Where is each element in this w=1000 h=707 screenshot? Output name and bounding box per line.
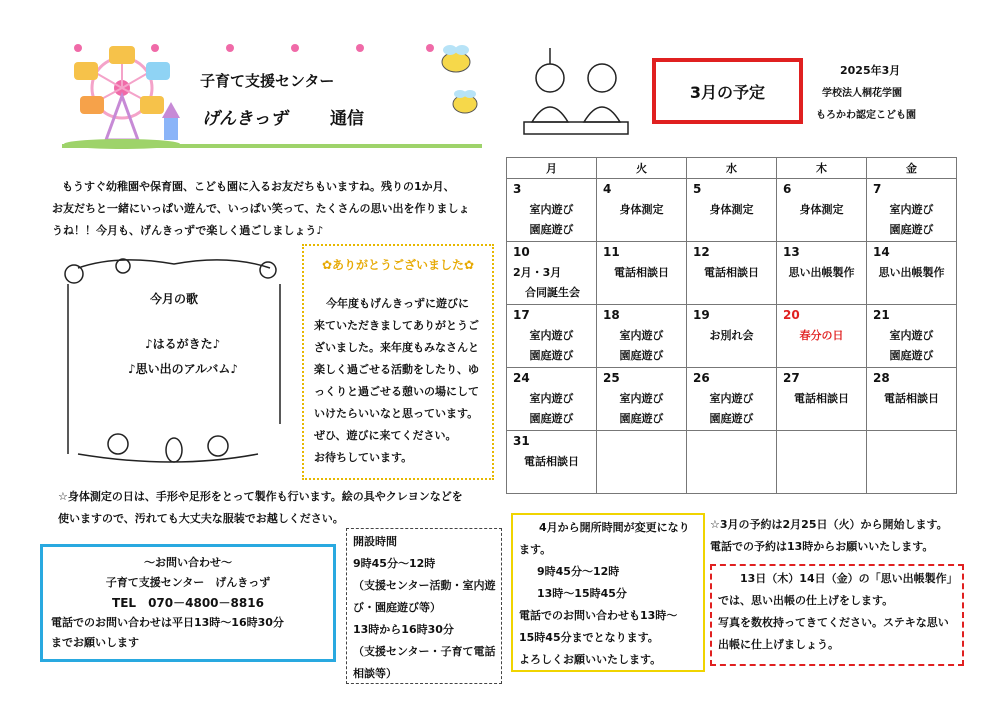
day-event: 室内遊び (889, 329, 934, 342)
weekday-header: 火 (597, 158, 687, 179)
day-number: 24 (513, 371, 530, 385)
calendar-week-row (507, 305, 957, 368)
thanks-text (304, 293, 492, 469)
day-number: 12 (693, 245, 710, 259)
calendar-day-cell (777, 242, 867, 305)
day-number: 19 (693, 308, 710, 322)
memory-line: 出帳に仕上げましょう。 (718, 638, 839, 651)
day-event: 身体測定 (619, 203, 664, 216)
day-event: 室内遊び (709, 392, 754, 405)
day-number: 18 (603, 308, 620, 322)
thanks-line: 来ていただきましてありがとうご (314, 319, 479, 332)
day-event: 室内遊び (529, 329, 574, 342)
song-item: ♪思い出のアルバム♪ (128, 362, 238, 376)
thanks-line: お待ちしています。 (314, 451, 413, 464)
intro-text (52, 176, 470, 242)
day-event: 室内遊び (529, 203, 574, 216)
day-number: 6 (783, 182, 792, 196)
weekday-header: 金 (867, 158, 957, 179)
contact-hours: 電話でのお問い合わせは平日13時～16時30分 (51, 616, 284, 629)
calendar-day-cell (687, 305, 777, 368)
contact-phone: TEL 070－4800－8816 (112, 596, 264, 610)
day-number: 4 (603, 182, 612, 196)
change-line: よろしくお願いいたします。 (519, 653, 662, 666)
bee-icon (436, 44, 476, 76)
contact-center: 子育て支援センター げんきっず (105, 576, 271, 589)
thanks-line: ざいました。来年度もみなさんと (314, 341, 479, 354)
newsletter-suffix: 通信 (330, 109, 364, 129)
day-number: 3 (513, 182, 522, 196)
school-corporation: 学校法人桐花学園 (822, 88, 902, 99)
weekday-header: 月 (507, 158, 597, 179)
thanks-line: 今年度もげんきっずに遊びに (326, 297, 469, 310)
day-event: 電話相談日 (614, 266, 669, 279)
day-event: 電話相談日 (704, 266, 759, 279)
intro-line: もうすぐ幼稚園や保育園、こども園に入るお友だちもいますね。残りの1か月、 (62, 180, 455, 193)
calendar-day-cell (867, 368, 957, 431)
march-calendar (506, 157, 957, 494)
day-event: お別れ会 (709, 329, 754, 342)
calendar-day-cell (507, 179, 597, 242)
calendar-day-cell (597, 179, 687, 242)
center-name: 子育て支援センター (200, 72, 335, 90)
hina-doll-illustration (520, 42, 632, 138)
contact-title: ～お問い合わせ～ (144, 556, 232, 569)
day-event: 2月・3月 (513, 266, 562, 279)
thanks-line: っくりと過ごせる憩いの場にして (314, 385, 479, 398)
day-event: 室内遊び (619, 392, 664, 405)
day-event: 思い出帳製作 (788, 266, 855, 279)
day-number: 17 (513, 308, 530, 322)
day-event: 園庭遊び (619, 412, 664, 425)
day-event: 室内遊び (619, 329, 664, 342)
calendar-week-row (507, 431, 957, 494)
calendar-day-cell (507, 305, 597, 368)
calendar-day-cell (507, 368, 597, 431)
day-number: 20 (783, 308, 800, 322)
change-line: 9時45分～12時 (537, 565, 620, 578)
opening-hours-box (346, 528, 502, 684)
change-line: ます。 (519, 543, 552, 556)
calendar-day-cell (867, 305, 957, 368)
reservation-line: ☆3月の予約は2月25日（火）から開始します。 (710, 518, 948, 531)
calendar-week-row (507, 242, 957, 305)
day-number: 25 (603, 371, 620, 385)
intro-line: お友だちと一緒にいっぱい遊んで、いっぱい笑って、たくさんの思い出を作りましょ (52, 202, 470, 215)
contact-box (40, 544, 336, 662)
day-event: 合同誕生会 (525, 286, 580, 299)
hours-change-box (511, 513, 705, 672)
day-event: 身体測定 (709, 203, 754, 216)
day-event: 電話相談日 (884, 392, 939, 405)
day-event: 電話相談日 (794, 392, 849, 405)
day-event: 園庭遊び (529, 412, 574, 425)
song-item: ♪はるがきた♪ (145, 337, 221, 351)
body-measurement-note (58, 486, 463, 530)
memory-line: では、思い出帳の仕上げをします。 (718, 594, 894, 607)
calendar-day-cell (687, 242, 777, 305)
calendar-day-cell (777, 179, 867, 242)
day-event: 園庭遊び (529, 223, 574, 236)
hours-line: 開設時間 (353, 535, 397, 548)
hours-line: 13時から16時30分 (353, 623, 454, 636)
day-number: 11 (603, 245, 620, 259)
calendar-day-cell (597, 431, 687, 494)
change-line: 15時45分までとなります。 (519, 631, 659, 644)
note-line: ☆身体測定の日は、手形や足形をとって製作も行います。絵の具やクレヨンなどを (58, 490, 463, 503)
memory-line: 写真を数枚持ってきてください。ステキな思い (718, 616, 949, 629)
grass-decoration (62, 140, 482, 150)
day-event: 園庭遊び (529, 349, 574, 362)
calendar-header-row (507, 158, 957, 179)
calendar-day-cell (777, 368, 867, 431)
day-number: 27 (783, 371, 800, 385)
calendar-day-cell (687, 179, 777, 242)
day-number: 14 (873, 245, 890, 259)
thanks-box (302, 244, 494, 480)
calendar-day-cell (687, 368, 777, 431)
thanks-line: いけたらいいなと思っています。 (314, 407, 479, 420)
day-number: 5 (693, 182, 702, 196)
calendar-day-cell (507, 242, 597, 305)
change-line: 4月から開所時間が変更になり (539, 521, 690, 534)
day-event: 園庭遊び (889, 223, 934, 236)
calendar-week-row (507, 368, 957, 431)
day-event: 身体測定 (799, 203, 844, 216)
reservation-note (710, 514, 948, 558)
newsletter-name: げんきっず (202, 109, 287, 129)
day-number: 7 (873, 182, 882, 196)
issue-date: 2025年3月 (840, 64, 901, 77)
weekday-header: 木 (777, 158, 867, 179)
calendar-day-cell (777, 431, 867, 494)
hours-line: び・園庭遊び等） (353, 601, 441, 614)
intro-line: うね！！今月も、げんきっずで楽しく過ごしましょう♪ (52, 224, 324, 237)
memory-book-notice (710, 564, 964, 666)
day-number: 21 (873, 308, 890, 322)
day-event: 室内遊び (529, 392, 574, 405)
calendar-day-cell (777, 305, 867, 368)
change-line: 電話でのお問い合わせも13時～ (519, 609, 678, 622)
hours-line: 9時45分～12時 (353, 557, 436, 570)
calendar-day-cell (597, 242, 687, 305)
calendar-day-cell (867, 179, 957, 242)
bee-icon (448, 88, 482, 116)
weekday-header: 水 (687, 158, 777, 179)
calendar-day-cell (597, 368, 687, 431)
calendar-week-row (507, 179, 957, 242)
reservation-line: 電話での予約は13時からお願いいたします。 (710, 540, 934, 553)
day-event: 園庭遊び (619, 349, 664, 362)
thanks-line: ぜひ、遊びに来てください。 (314, 429, 457, 442)
calendar-day-cell (867, 431, 957, 494)
memory-line: 13日（木）14日（金）の「思い出帳製作」 (740, 572, 958, 585)
day-number: 31 (513, 434, 530, 448)
song-title: 今月の歌 (150, 292, 199, 306)
hours-line: （支援センター活動・室内遊 (353, 579, 496, 592)
day-number: 10 (513, 245, 530, 259)
note-line: 使いますので、汚れても大丈夫な服装でお越しください。 (58, 512, 344, 525)
day-event: 園庭遊び (889, 349, 934, 362)
flower-decoration (70, 38, 490, 58)
thanks-line: 楽しく過ごせる活動をしたり、ゆ (314, 363, 479, 376)
calendar-day-cell (507, 431, 597, 494)
contact-hours: までお願いします (51, 636, 139, 649)
day-event: 思い出帳製作 (878, 266, 945, 279)
hours-line: （支援センター・子育て電話 (353, 645, 496, 658)
day-event: 園庭遊び (709, 412, 754, 425)
calendar-body (507, 179, 957, 494)
school-name: もろかわ認定こども園 (816, 110, 916, 121)
day-number: 26 (693, 371, 710, 385)
change-line: 13時～15時45分 (537, 587, 627, 600)
thanks-title: ✿ありがとうございました✿ (321, 258, 475, 272)
month-plan-title: 3月の予定 (652, 58, 803, 124)
day-number: 13 (783, 245, 800, 259)
day-number: 28 (873, 371, 890, 385)
hours-line: 相談等） (353, 667, 397, 680)
day-event: 春分の日 (799, 329, 844, 342)
calendar-day-cell (597, 305, 687, 368)
calendar-day-cell (867, 242, 957, 305)
day-event: 電話相談日 (524, 455, 579, 468)
calendar-day-cell (687, 431, 777, 494)
day-event: 室内遊び (889, 203, 934, 216)
